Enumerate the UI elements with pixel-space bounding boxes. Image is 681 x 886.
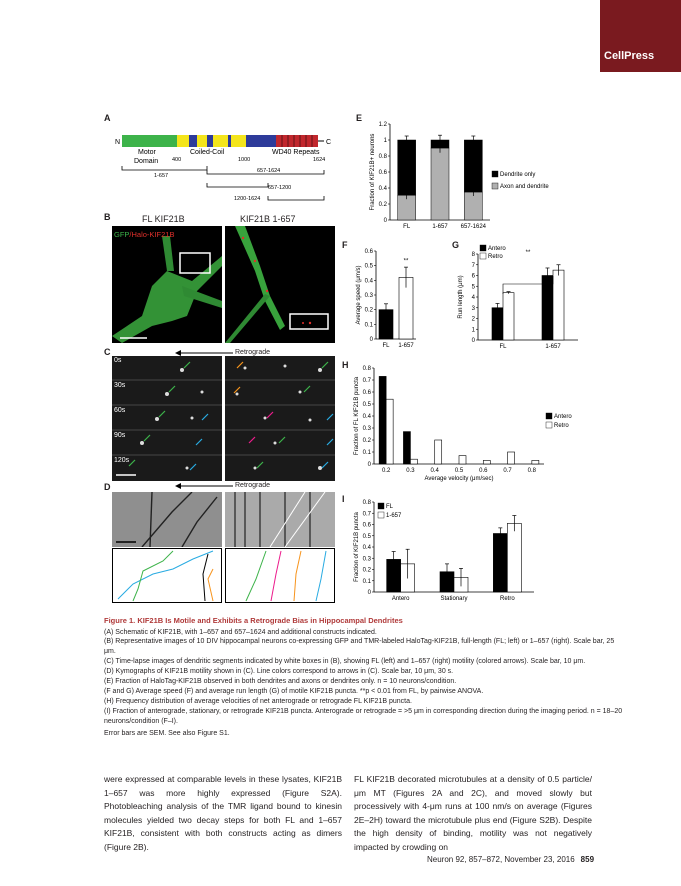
y-tick-label: 0.8 [362, 500, 371, 506]
x-tick-label: 0.2 [381, 468, 391, 474]
page-number: 859 [580, 855, 595, 864]
bar-segment [464, 192, 482, 220]
time-0s: 0s [114, 357, 122, 364]
caption-line-a: (A) Schematic of KIF21B, with 1–657 and 657–1624 and additional constructs indicated. [104, 629, 377, 636]
caption-line-e: (E) Fraction of HaloTag-KIF21B observed in both dendrites and axons or dendrites only. n = 10 neurons/condition. [104, 678, 457, 685]
y-tick-label: 0 [369, 337, 373, 343]
coiled-coil-box-4 [231, 135, 246, 147]
legend-halo: /Halo-KIF21B [129, 230, 175, 239]
y-tick-label: 0.8 [362, 366, 371, 372]
panel-d-label: D [104, 482, 111, 492]
wd40-label: WD40 Repeats [272, 149, 320, 156]
x-tick-label: 1-657 [432, 224, 448, 230]
bar [483, 460, 490, 464]
caption-line-h: (H) Frequency distribution of average velocities of net anterograde or retrograde FL KIF21B puncta. [104, 698, 412, 705]
bar-segment [431, 148, 449, 220]
timelapse-1-657 [225, 356, 335, 481]
panel-e-label: E [356, 113, 363, 123]
y-axis-label: Average speed (μm/s) [356, 265, 362, 325]
retrograde-arrow-d [175, 481, 235, 491]
x-tick-label: 0.8 [527, 468, 537, 474]
y-tick-label: 6 [471, 273, 475, 280]
x-tick-label: Antero [391, 596, 410, 602]
x-tick-label: 1-657 [398, 343, 414, 349]
y-tick-label: 1.2 [378, 122, 387, 128]
motor-domain-label-1: Motor [138, 149, 156, 156]
y-tick-label: 0 [383, 218, 387, 224]
panel-d-retrograde-label: Retrograde [235, 482, 271, 489]
legend-label: Antero [554, 414, 572, 420]
y-tick-label: 0.8 [378, 154, 387, 160]
y-tick-label: 2 [471, 316, 475, 323]
time-90s: 90s [114, 432, 126, 439]
y-tick-label: 0.5 [362, 402, 371, 408]
construct-657-1624: 657-1624 [257, 168, 281, 174]
y-tick-label: 1 [383, 138, 387, 144]
n-terminus-label: N [115, 139, 121, 146]
chart-i [348, 496, 548, 606]
coiled-coil-box-3 [213, 135, 228, 147]
legend-swatch [378, 503, 384, 509]
body-text-right: FL KIF21B decorated microtubules at a density of 0.5 particle/μm MT (Figures 2A and 2C), and moved slowly but processively with 4-μm runs at 100 nm/s on average (Figures 2E–2H) toward the microtubule plus end (Figure S2B). Despite the high density of binding, motility was not negatively impacted by crowding on [354, 774, 592, 852]
legend-label: Antero [488, 246, 506, 252]
bar [503, 293, 514, 340]
wd40-repeats-box [276, 135, 318, 147]
caption-line-i: (I) Fraction of anterograde, stationary, or retrograde KIF21B puncta. Anterograde or retrograde = >5 μm in corresponding direction during the imaging period. n = 18–20 neurons/condition (F–I). [104, 708, 623, 725]
y-tick-label: 1 [471, 327, 475, 334]
y-tick-label: 0.2 [378, 202, 387, 208]
kymograph-fl [112, 492, 222, 547]
bar [386, 399, 393, 464]
chart-g [456, 240, 586, 353]
y-tick-label: 0.6 [364, 249, 373, 255]
bar [508, 452, 515, 464]
legend-swatch [480, 253, 486, 259]
y-tick-label: 0.3 [364, 293, 373, 299]
chart-f [348, 245, 448, 353]
caption-line-d: (D) Kymographs of KIF21B motility shown in (C). Line colors correspond to arrows in (C). Scale bar, 10 μm, 30 s. [104, 668, 454, 675]
time-60s: 60s [114, 407, 126, 414]
y-tick-label: 0 [471, 338, 475, 344]
journal-citation: Neuron 92, 857–872, November 23, 2016 [427, 855, 575, 864]
kymo-trace-1-657 [225, 548, 335, 603]
tick-1000: 1000 [238, 157, 251, 163]
panel-a-label: A [104, 113, 111, 123]
y-tick-label: 0.3 [362, 556, 371, 563]
y-tick-label: 0.5 [364, 263, 373, 270]
bar [459, 456, 466, 464]
bar [553, 270, 564, 340]
caption-line-error: Error bars are SEM. See also Figure S1. [104, 730, 230, 737]
legend-label: Dendrite only [500, 172, 536, 178]
panel-f-label: F [342, 240, 348, 250]
y-tick-label: 5 [471, 284, 475, 291]
y-tick-label: 0.7 [362, 511, 371, 518]
x-tick-label: 0.7 [503, 468, 512, 474]
legend-swatch [480, 245, 486, 251]
y-tick-label: 0.1 [362, 578, 371, 585]
y-tick-label: 7 [471, 262, 475, 269]
x-tick-label: FL [382, 343, 390, 349]
neuron-image-1-657 [225, 226, 335, 343]
x-tick-label: 0.3 [406, 468, 415, 474]
construct-657-1200: 657-1200 [268, 185, 292, 191]
caption-line-b: (B) Representative images of 10 DIV hippocampal neurons co-expressing GFP and TMR-labeled HaloTag-KIF21B, full-length (FL; left) or 1–657 (right). Scale bar, 25 μm. [104, 638, 615, 655]
bar [435, 440, 442, 464]
x-tick-label: 657-1624 [460, 224, 487, 230]
y-axis-label: Fraction of FL KIF21B puncta [354, 376, 360, 456]
timelapse-fl [112, 356, 222, 481]
panel-b-label: B [104, 212, 111, 222]
panel-b-title-right: KIF21B 1-657 [240, 214, 296, 224]
bar [507, 523, 521, 592]
bar-segment [464, 140, 482, 192]
panel-h-label: H [342, 360, 349, 370]
x-tick-label: FL [403, 224, 411, 230]
legend-swatch [546, 422, 552, 428]
caption-line-fg: (F and G) Average speed (F) and average run length (G) of motile KIF21B puncta. **p < 0.01 from FL, by pairwise ANOVA. [104, 688, 484, 695]
y-tick-label: 0.4 [362, 545, 371, 551]
x-axis-label: Average velocity (μm/sec) [424, 476, 494, 482]
y-tick-label: 0.7 [362, 378, 371, 384]
roi-box-1-657 [290, 314, 328, 329]
y-axis-label: Run length (μm) [458, 275, 464, 319]
bar [379, 376, 386, 464]
x-tick-label: 0.5 [454, 468, 464, 474]
bar [410, 459, 417, 464]
bar [492, 308, 503, 340]
significance-marker: ** [525, 250, 531, 256]
chart-e [362, 118, 607, 238]
legend-swatch [378, 512, 384, 518]
panel-g-label: G [452, 240, 460, 250]
legend-label: Axon and dendrite [500, 184, 549, 190]
figure-caption-title: Figure 1. KIF21B Is Motile and Exhibits a Retrograde Bias in Hippocampal Dendrites [104, 616, 403, 625]
time-30s: 30s [114, 382, 126, 389]
y-tick-label: 0.2 [362, 438, 371, 444]
legend-gfp: GFP [114, 230, 130, 239]
y-tick-label: 0.1 [364, 322, 373, 329]
x-tick-label: 0.6 [479, 468, 488, 474]
y-tick-label: 0.6 [362, 390, 371, 396]
c-terminus-label: C [326, 139, 332, 146]
y-tick-label: 0.5 [362, 533, 371, 540]
y-tick-label: 0.4 [378, 186, 387, 192]
y-axis-label: Fraction of KIF21B puncta [354, 512, 360, 582]
tick-400: 400 [172, 157, 182, 163]
y-tick-label: 0.4 [362, 414, 371, 420]
y-tick-label: 3 [471, 305, 475, 312]
bar [542, 276, 553, 341]
kymo-trace-fl [112, 548, 222, 603]
tick-1624: 1624 [313, 157, 326, 163]
coiled-coil-box-1 [177, 135, 189, 147]
y-tick-label: 0 [367, 462, 371, 468]
panel-b-title-left: FL KIF21B [142, 214, 185, 224]
y-tick-label: 0.1 [362, 450, 371, 456]
time-120s: 120s [114, 457, 130, 464]
construct-1200-1624: 1200-1624 [234, 196, 261, 202]
chart-h [348, 364, 600, 486]
y-tick-label: 0.4 [364, 278, 373, 285]
legend-label: Retro [488, 254, 503, 260]
kymograph-1-657 [225, 492, 335, 547]
x-tick-label: 0.4 [430, 468, 439, 474]
legend-label: Retro [554, 423, 569, 429]
y-tick-label: 0.6 [362, 522, 371, 529]
legend-label: FL [386, 504, 394, 510]
kif21b-schematic [112, 128, 342, 210]
bar-segment [398, 140, 416, 195]
page-footer [427, 855, 594, 864]
y-tick-label: 0.6 [378, 170, 387, 176]
construct-1-657: 1-657 [154, 173, 169, 179]
y-tick-label: 8 [471, 252, 475, 258]
coiled-coil-box-2 [197, 135, 207, 147]
y-axis-label: Fraction of KIF21B+ neurons [370, 133, 376, 211]
panel-c-retrograde-label: Retrograde [235, 349, 271, 356]
caption-line-c: (C) Time-lapse images of dendritic segments indicated by white boxes in (B), showing FL (left) and 1–657 (right) motility (colored arrows). Scale bar, 10 μm. [104, 658, 586, 665]
x-tick-label: Retro [499, 596, 515, 602]
panel-c-label: C [104, 347, 111, 357]
legend-swatch [546, 413, 552, 419]
panel-i-label: I [342, 494, 345, 504]
motor-domain-box [122, 135, 177, 147]
x-tick-label: Stationary [440, 596, 468, 602]
y-tick-label: 4 [471, 295, 475, 301]
legend-swatch [492, 171, 498, 177]
publisher-logo: CellPress [604, 50, 655, 62]
x-tick-label: 1-657 [545, 344, 561, 350]
bar [403, 432, 410, 464]
x-tick-label: FL [499, 344, 507, 350]
y-tick-label: 0.2 [364, 307, 373, 314]
legend-swatch [492, 183, 498, 189]
y-tick-label: 0.3 [362, 426, 371, 432]
y-tick-label: 0.2 [362, 567, 371, 574]
coiled-coil-label: Coiled-Coil [190, 149, 225, 156]
neuron-image-fl [112, 226, 222, 343]
bar [532, 460, 539, 464]
significance-marker: ** [403, 258, 409, 265]
body-text-left: were expressed at comparable levels in these lysates, KIF21B 1–657 was more highly expressed (Figure S2A). Photobleaching analysis of the TMR ligand bound to kinesin molecules yielded two decay steps for both FL and 1–657 KIF21B, consistent with both constructs acting as dimers (Figure 2B). [104, 774, 342, 852]
y-tick-label: 0 [367, 590, 371, 596]
motor-domain-label-2: Domain [134, 158, 159, 165]
bar [493, 534, 507, 593]
legend-label: 1-657 [386, 513, 402, 519]
